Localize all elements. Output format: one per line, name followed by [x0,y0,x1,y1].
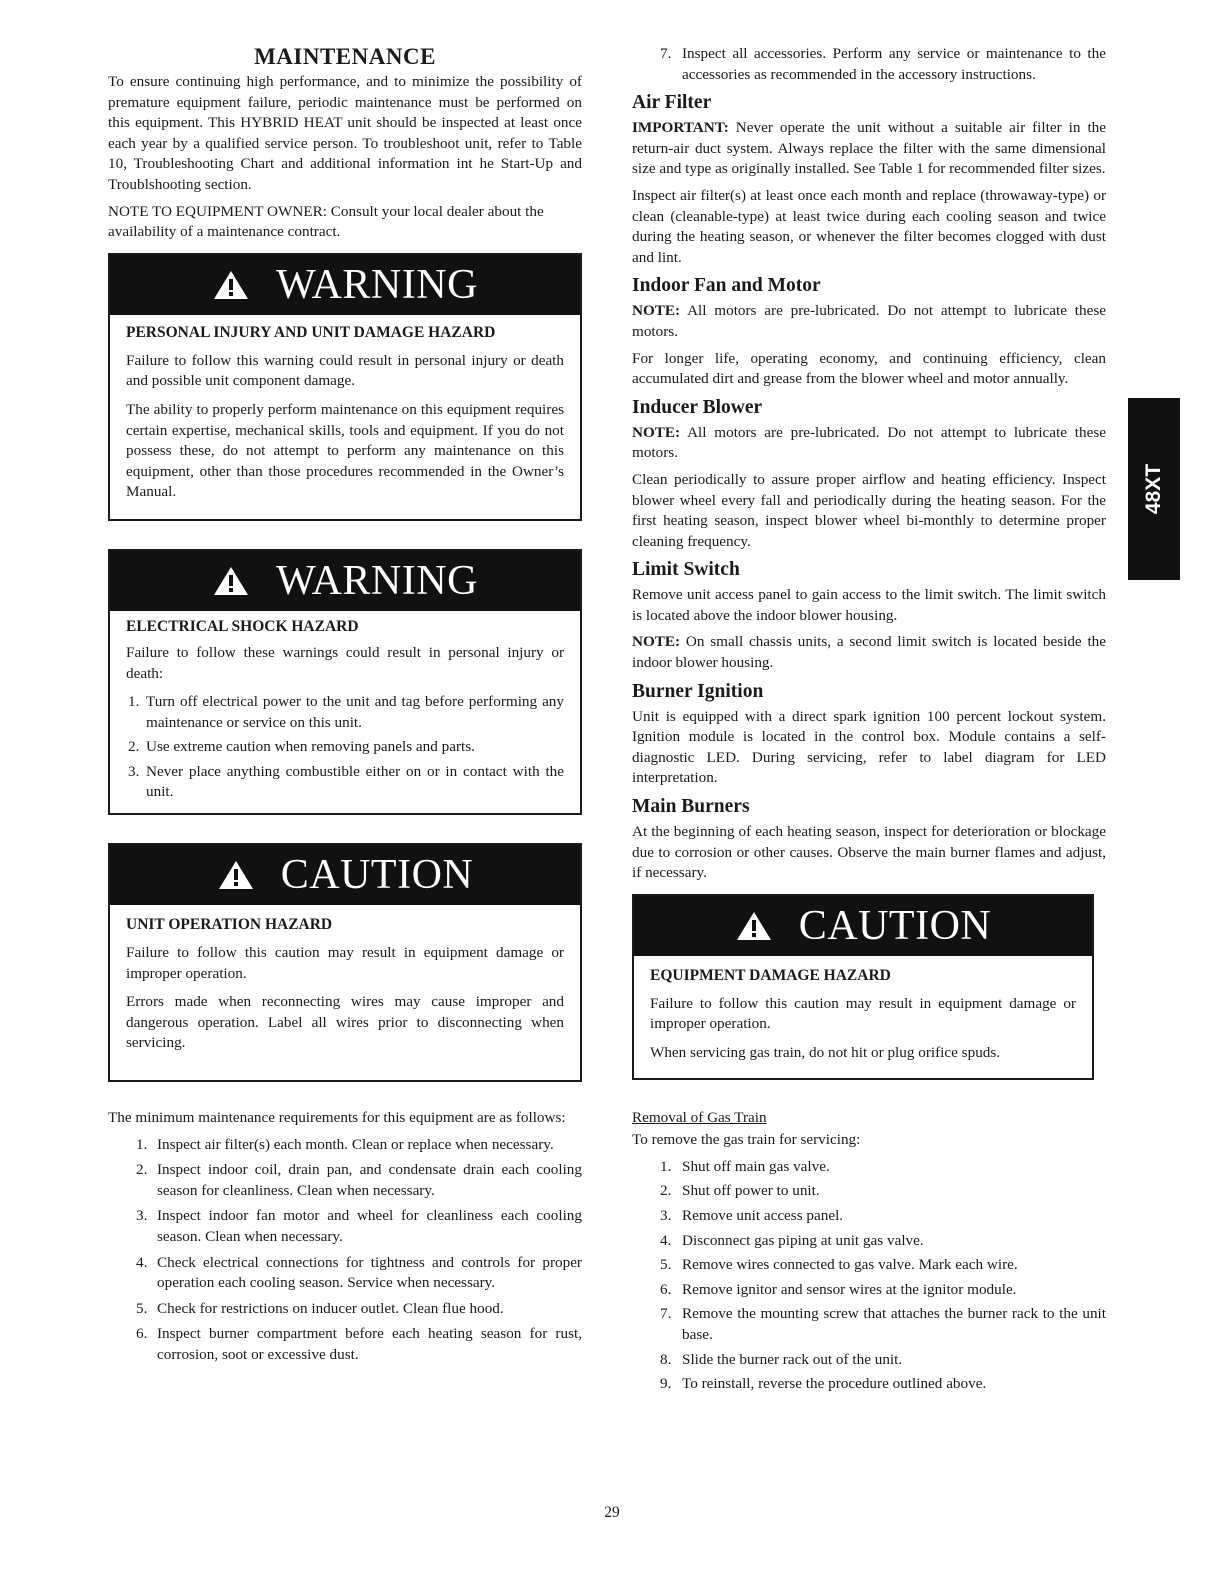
maintenance-list-continued [632,44,1106,85]
maintenance-title: MAINTENANCE [254,44,436,69]
warning-triangle-icon [217,859,255,891]
warning-text: Failure to follow these warnings could result in personal injury or death: [126,643,564,682]
list-item: 2. Use extreme caution when removing panels and parts. [128,738,475,756]
maintenance-intro: To ensure continuing high performance, and to minimize the possibility of premature equipment failure, periodic maintenance must be performed on this equipment. This HYBRID HEAT unit should be inspected at least once each year by a qualified service person. To troubleshoot unit, refer to Table 10, Troubleshooting Chart and additional information int he Start-Up and Troublshooting section. [108,73,582,193]
caution-text: Errors made when reconnecting wires may cause improper and dangerous operation. Label all wires prior to disconnecting when servicing. [126,993,564,1052]
list-item: 1. Inspect air filter(s) each month. Clean or replace when necessary. [136,1135,554,1153]
caution-text: Failure to follow this caution may result in equipment damage or improper operation. [126,944,564,982]
list-item: 1. Turn off electrical power to the unit and tag before performing any maintenance or service on this unit. [128,693,564,731]
list-item: 6. Inspect burner compartment before each heating season for rust, corrosion, soot or excessive dust. [136,1325,582,1363]
indoor-fan-note: NOTE: All motors are pre-lubricated. Do not attempt to lubricate these motors. [632,302,1106,340]
owner-note: NOTE TO EQUIPMENT OWNER: Consult your local dealer about the availability of a maintenance contract. [108,202,544,241]
warning-word: WARNING [276,557,478,604]
section-title-indoor-fan: Indoor Fan and Motor [632,275,821,297]
list-item: 4. Check electrical connections for tightness and controls for proper operation each cooling season. Service when necessary. [136,1253,582,1292]
section-title-limit-switch: Limit Switch [632,559,740,581]
warning-text: Failure to follow this warning could result in personal injury or death and possible unit component damage. [126,351,564,390]
section-title-main-burners: Main Burners [632,796,750,818]
side-tab-label: 48XT [1141,463,1165,515]
hazard-title: UNIT OPERATION HAZARD [126,916,333,934]
air-filter-important: IMPORTANT: Never operate the unit without a suitable air filter in the return-air duct system. Always replace the filter with the same dimensional size and type as originally installed. See Table 1 for recommended filter sizes. [632,119,1106,178]
caution-box-unit-operation [108,843,582,1082]
side-tab [1128,398,1180,580]
caution-text: When servicing gas train, do not hit or plug orifice spuds. [650,1044,1001,1061]
hazard-title: PERSONAL INJURY AND UNIT DAMAGE HAZARD [126,323,496,341]
list-item: 7. Inspect all accessories. Perform any service or maintenance to the accessories as recommended in the accessory instructions. [660,45,1106,83]
list-item: 5. Remove wires connected to gas valve. Mark each wire. [660,1256,1018,1274]
section-title-inducer: Inducer Blower [632,396,763,418]
caution-word: CAUTION [798,902,992,949]
caution-header [110,845,580,905]
list-item: 3. Remove unit access panel. [660,1206,844,1224]
inducer-note: NOTE: All motors are pre-lubricated. Do not attempt to lubricate these motors. [632,423,1106,462]
list-item: 3. Never place anything combustible either on or in contact with the unit. [128,762,564,801]
caution-box-equipment-damage [632,894,1094,1080]
list-item: 6. Remove ignitor and sensor wires at the ignitor module. [660,1280,1017,1298]
gas-train-steps [632,1157,1106,1395]
warning-header [110,551,580,611]
list-item: 2. Shut off power to unit. [660,1182,820,1200]
list-item: 3. Inspect indoor fan motor and wheel for cleanliness each cooling season. Clean when necessary. [136,1207,582,1245]
warning-triangle-icon [735,910,773,942]
air-filter-text: Inspect air filter(s) at least once each month and replace (throwaway-type) or clean (cleanable-type) at least twice during each cooling season and twice during the heating season, or whenever the filter becomes clogged with dust and lint. [632,186,1106,266]
min-req-intro: The minimum maintenance requirements for this equipment are as follows: [108,1109,566,1127]
hazard-title: EQUIPMENT DAMAGE HAZARD [650,966,891,984]
warning-triangle-icon [212,269,250,301]
section-title-burner-ignition: Burner Ignition [632,680,764,702]
warning-triangle-icon [212,565,250,597]
indoor-fan-text: For longer life, operating economy, and continuing efficiency, clean accumulated dirt and grease from the blower wheel and motor annually. [632,349,1106,388]
warning-header [110,255,580,315]
gas-train-title: Removal of Gas Train [632,1108,767,1126]
warning-list [126,692,564,803]
warning-text: The ability to properly perform maintenance on this equipment requires certain expertise, mechanical skills, tools and equipment. If you do not possess these, do not attempt to perform any maintenance on this equipment, other than those procedures recommended in the Owner’s Manual. [126,400,564,501]
page-number: 29 [604,1504,620,1521]
list-item: 7. Remove the mounting screw that attaches the burner rack to the unit base. [660,1305,1106,1343]
list-item: 8. Slide the burner rack out of the unit. [660,1350,903,1368]
limit-switch-text: Remove unit access panel to gain access to the limit switch. The limit switch is located above the indoor blower housing. [632,586,1106,624]
limit-switch-note: NOTE: On small chassis units, a second limit switch is located beside the indoor blower housing. [632,633,1107,672]
right-column [632,44,1106,1401]
left-column [108,44,582,1372]
burner-ignition-text: Unit is equipped with a direct spark ignition 100 percent lockout system. Ignition module is located in the control box. Module contains a self-diagnostic LED. During servicing, refer to label diagram for LED interpretation. [632,707,1106,787]
caution-word: CAUTION [280,852,474,899]
list-item: 5. Check for restrictions on inducer outlet. Clean flue hood. [136,1299,504,1317]
list-item: 1. Shut off main gas valve. [660,1157,830,1175]
inducer-text: Clean periodically to assure proper airflow and heating efficiency. Inspect blower wheel every fall and periodically during the heating season. For the first heating season, inspect blower wheel bi-monthly to determine proper cleaning frequency. [632,470,1106,550]
caution-header [634,896,1092,956]
list-item: 4. Disconnect gas piping at unit gas valve. [660,1231,924,1249]
warning-box-electrical-shock [108,549,582,815]
caution-text: Failure to follow this caution may result in equipment damage or improper operation. [650,994,1076,1033]
gas-train-intro: To remove the gas train for servicing: [632,1131,861,1149]
warning-word: WARNING [276,261,478,308]
maintenance-list [108,1135,582,1366]
section-title-air-filter: Air Filter [632,92,712,114]
list-item: 2. Inspect indoor coil, drain pan, and condensate drain each cooling season for cleanliness. Clean when necessary. [136,1161,582,1199]
main-burners-text: At the beginning of each heating season, inspect for deterioration or blockage due to corrosion or other causes. Observe the main burner flames and adjust, if necessary. [632,823,1106,882]
hazard-title: ELECTRICAL SHOCK HAZARD [126,617,359,635]
warning-box-personal-injury [108,253,582,521]
list-item: 9. To reinstall, reverse the procedure outlined above. [660,1375,987,1393]
